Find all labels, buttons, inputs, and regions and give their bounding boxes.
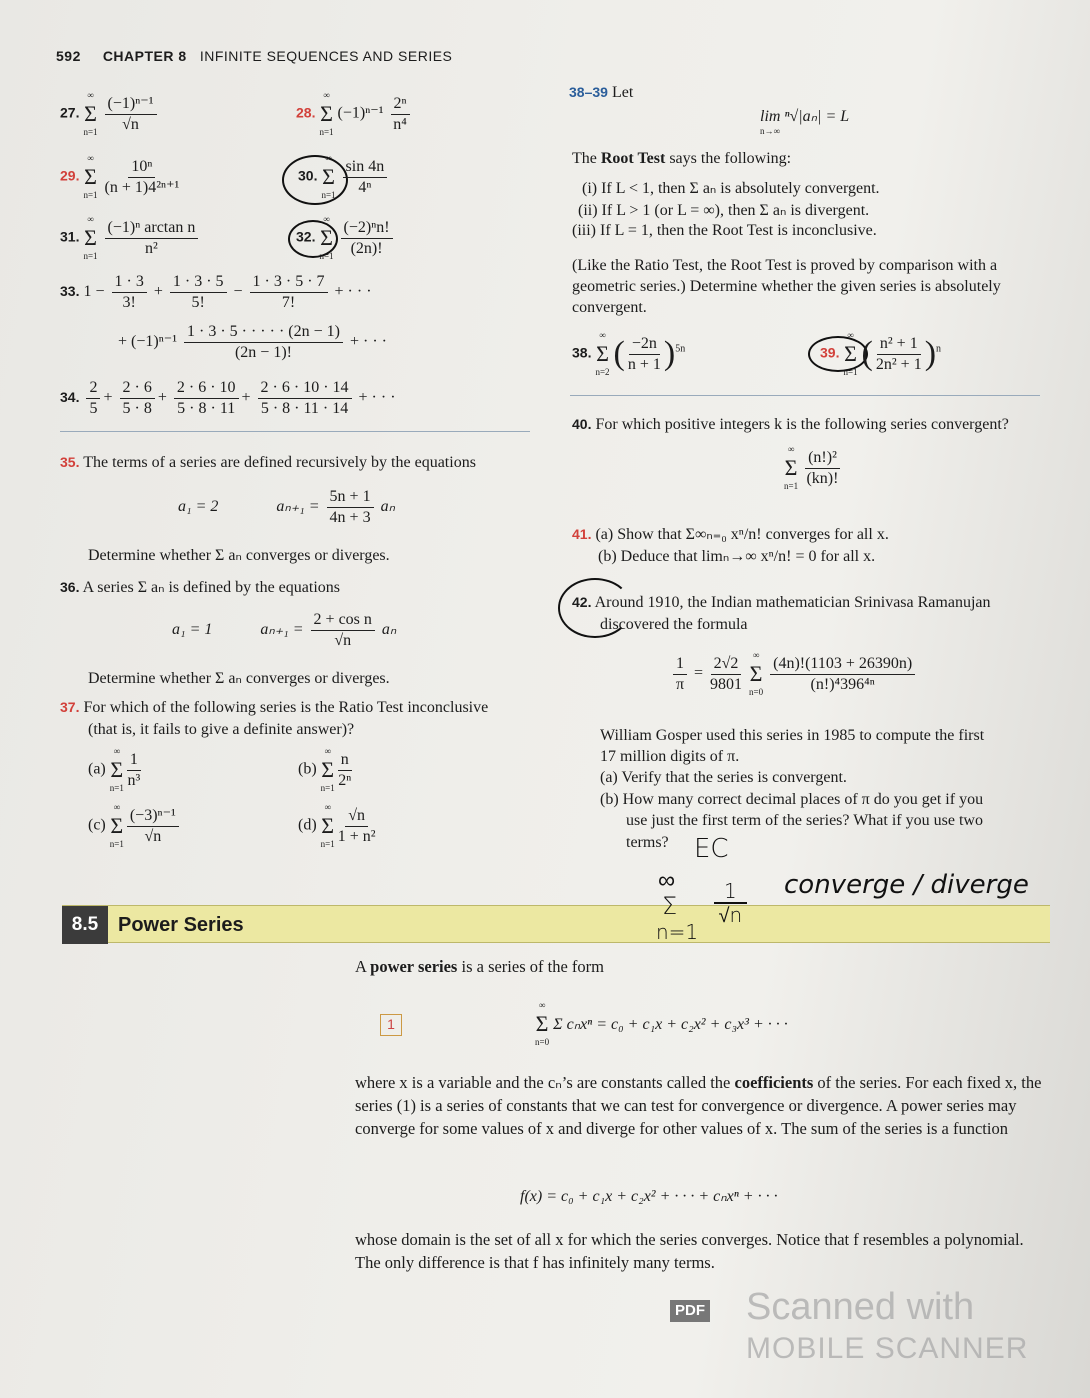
exercise-34: 34. $\frac{2}{5}$ + $\frac{2 \cdot 6}{5 \cdot 8}$ + $\frac{2 \cdot 6 \cdot 10}{5 \cdot 8 \cdot 11}$ + $\frac{2 \cdot 6 \cdot 10 \cdot 14}{5 \cdot 8 \cdot 11 \cdot 14}$ + · · · [60,379,396,417]
exercise-number: 33. [60,283,80,300]
root-test-intro: The Root Test says the following: [572,150,792,167]
sigma: ∞ Σ n=1 [319,214,334,261]
exercise-27 [60,90,160,138]
exercise-38: 38. ∞ Σ n=2 ( $\frac{-2n}{n + 1}$ )$^{5n}$ [572,330,686,377]
function-equation: f(x) = c₀ + c₁x + c₂x² + · · · + cₙxⁿ + · · · [520,1188,778,1205]
exercise-37-part-c: (c) ∞ Σ n=1 $\frac{\text{(−3)ⁿ⁻¹}}{√n}$ [88,802,182,850]
exercise-30 [298,153,390,201]
exercise-37-part-d: (d) ∞ Σ n=1 $\frac{√n}{\text{1 + n²}}$ [298,802,376,849]
root-limit: lim ⁿ√|aₙ| = L n→∞ [760,108,850,136]
exercise-40-series: ∞ Σ n=1 $\frac{\text{(n!)²}}{(kn)!}$ [784,444,839,491]
exercise-number: 32. [296,228,316,245]
exercise-35-question: Determine whether Σ aₙ converges or diverges. [88,547,390,564]
exercise-32 [296,214,396,262]
handwritten-note: converge / diverge [784,870,1029,900]
handwritten-ec: EC [694,834,729,864]
exercise-42-b1: (b) How many correct decimal places of π do you get if you [600,791,984,808]
handwritten-sigma: Σ [662,892,678,920]
watermark-line-2: MOBILE SCANNER [746,1332,1029,1365]
exercise-number: 42. [572,594,592,610]
section-title: Power Series [118,914,244,936]
root-test-item-2: (ii) If L > 1 (or L = ∞), then Σ aₙ is divergent. [578,202,870,219]
fraction: $\frac{\text{2ⁿ}}{\text{n⁴}}$ [391,94,410,135]
sigma: ∞ Σ n=1 [83,214,98,261]
chapter-title: INFINITE SEQUENCES AND SERIES [199,48,453,64]
page-header [56,48,452,64]
exercise-42-b3: terms? [626,834,669,851]
exercise-28 [296,90,413,138]
exercise-42-text2: discovered the formula [600,616,748,633]
exercise-33: 33. 1 − $\frac{1 \cdot 3}{3!}$ + $\frac{1 \cdot 3 \cdot 5}{5!}$ − $\frac{1 \cdot 3 \cdot 5 \cdot 7}{7!}$ + · · · [60,273,372,311]
root-test-item-1: (i) If L < 1, then Σ aₙ is absolutely convergent. [582,180,880,197]
exercise-number: 41. [572,526,592,542]
fraction: $\frac{\text{(−1)ⁿ⁻¹}}{√n}$ [105,94,157,135]
exercise-number: 35. [60,454,80,470]
handwritten-fraction: 1 √n [714,880,747,926]
exercise-33-line2: + (−1)ⁿ⁻¹ $\frac{1 \cdot 3 \cdot 5 \cdot \cdot \cdot \cdot \cdot (2n - 1)}{(2n - 1)!}$ + · · · [118,323,387,361]
handwritten-sum-bottom: n=1 [656,920,699,944]
divider [570,395,1040,396]
root-test-para-3: convergent. [572,299,647,316]
exercise-42-b2: use just the first term of the series? What if you use two [626,812,983,829]
sigma: ∞ Σ n=1 [321,153,336,200]
exercise-37 [60,699,488,717]
chapter-label: CHAPTER 8 [102,48,187,64]
fraction: $\frac{\sin 4n}{\text{4ⁿ}}$ [343,157,388,198]
root-test-para-1: (Like the Ratio Test, the Root Test is proved by comparison with a [572,257,998,274]
exercise-42-p2: 17 million digits of π. [600,748,740,765]
pdf-badge: PDF [670,1300,710,1322]
divider [60,431,530,432]
exercise-41: 41. (a) Show that Σ∞ₙ₌₀ xⁿ/n! converges for all x. [572,526,889,543]
watermark-line-1: Scanned with [746,1286,975,1328]
root-test-para-2: geometric series.) Determine whether the given series is absolutely [572,278,1001,295]
section-header [62,905,1050,943]
exercise-number: 40. [572,416,592,432]
power-series-equation: ∞ Σ n=0 Σ cₙxⁿ = c₀ + c₁x + c₂x² + c₃x³ + · · · [535,1000,788,1047]
fraction: $\frac{\text{10ⁿ}}{\text{(n + 1)4²ⁿ⁺¹}}$ [104,157,180,196]
sigma: ∞ Σ n=1 [319,90,334,137]
exercise-number: 29. [60,167,80,184]
exercise-number: 38–39 [569,84,608,100]
equation-label: 1 [380,1014,402,1036]
root-test-item-3: (iii) If L = 1, then the Root Test is inconclusive. [572,222,877,239]
exercise-number: 34. [60,389,80,406]
exercise-36-equations: a₁ = 1 aₙ₊₁ = $\frac{\text{2 + cos n}}{√n}$ aₙ [172,611,397,649]
page-number: 592 [56,48,81,64]
exercise-number: 36. [60,579,80,595]
exercise-36 [60,577,340,597]
exercise-number: 27. [60,104,80,121]
fraction: $\frac{\text{(−2)ⁿn!}}{(2n)!}$ [341,218,393,259]
factor: (−1)ⁿ⁻¹ [337,104,384,122]
fraction: $\frac{\text{(−1)ⁿ arctan n}}{\text{n²}}$ [105,218,199,259]
text: The terms of a series are defined recursively by the equations [83,454,476,471]
exercise-39: 39. ∞ Σ n=1 ( $\frac{\text{n² + 1}}{\text{2n² + 1}}$ )$^n$ [820,330,942,377]
exercise-36-question: Determine whether Σ aₙ converges or diverges. [88,670,390,687]
exercise-number: 37. [60,699,80,715]
exercise-number: 39. [820,344,840,361]
text: For which of the following series is the Ratio Test inconclusive [83,699,489,716]
exercise-31 [60,214,201,262]
handwritten-infinity: ∞ [658,866,676,894]
exercise-35-equations: a₁ = 2 aₙ₊₁ = $\frac{5n + 1}{4n + 3}$ aₙ [178,488,395,526]
exercise-29 [60,153,182,201]
exercise-35 [60,454,476,472]
exercise-37-part-a: (a) ∞ Σ n=1 $\frac{1}{\text{n³}}$ [88,746,141,793]
exercise-42-a: (a) Verify that the series is convergent. [600,769,847,786]
exercise-42: 42. Around 1910, the Indian mathematician Srinivasa Ramanujan [572,594,991,611]
sigma: ∞ Σ n=1 [83,90,98,137]
exercise-number: 28. [296,104,316,121]
exercise-41-b: (b) Deduce that limₙ→∞ xⁿ/n! = 0 for all x. [598,548,876,565]
section-number: 8.5 [62,906,108,944]
exercise-number: 30. [298,167,318,184]
exercise-number: 38. [572,344,592,361]
ramanujan-formula: $\frac{1}{\pi}$ = $\frac{2√2}{9801}$ ∞ Σ n=0 $\frac{(4n)!(1103 + 26390n)}{\text{(n!)⁴396⁴ⁿ}}$ [670,650,918,698]
text: A series Σ aₙ is defined by the equations [82,579,340,596]
exercise-40: 40. For which positive integers k is the following series convergent? [572,416,1009,433]
power-series-paragraph-1: where x is a variable and the cₙ’s are constants called the coefficients of the series. For each fixed x, the series (1) is a series of constants that we can test for convergence or divergence. A power series may converge for some values of x and diverge for other values of x. The sum of the series is a function [355,1073,1042,1138]
sigma: ∞ Σ n=1 [83,153,98,200]
exercise-37-text2: (that is, it fails to give a definite answer)? [88,721,355,738]
exercise-42-p1: William Gosper used this series in 1985 to compute the first [600,727,985,744]
power-series-paragraph-2: whose domain is the set of all x for which the series converges. Notice that f resembles a polynomial. The only difference is that f has infinitely many terms. [355,1230,1024,1272]
exercise-number: 31. [60,228,80,245]
exercise-38-39-intro: 38–39 Let [569,84,634,101]
exercise-37-part-b: (b) ∞ Σ n=1 $\frac{n}{\text{2ⁿ}}$ [298,746,352,793]
power-series-intro: A power series is a series of the form [355,957,604,976]
